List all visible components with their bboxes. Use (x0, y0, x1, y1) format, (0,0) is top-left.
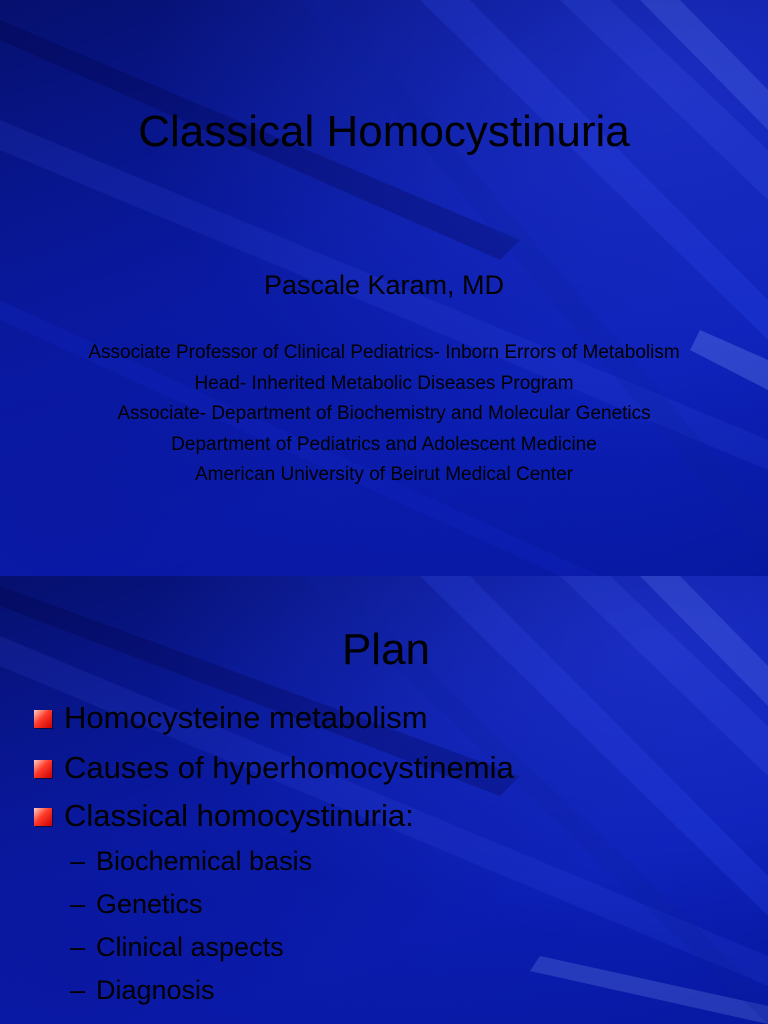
affiliation-line: Department of Pediatrics and Adolescent Medicine (171, 433, 597, 455)
slide-title: Classical Homocystinuria (138, 107, 630, 156)
affiliation-line: Associate- Department of Biochemistry and Molecular Genetics (117, 403, 651, 424)
affiliation-line: American University of Beirut Medical Center (194, 464, 574, 485)
affiliation-line: Associate Professor of Clinical Pediatrics- Inborn Errors of Metabolism (88, 342, 680, 363)
slide-title: Plan (341, 625, 431, 674)
author-name: Pascale Karam, MD (263, 270, 505, 300)
plan-slide (0, 576, 768, 1024)
red-square-bullet-icon (34, 710, 52, 728)
affiliation-line: Head- Inherited Metabolic Diseases Program (194, 372, 574, 394)
plan-slide-content: Plan Homocysteine metabolism Causes of hyperhomocystinemia Classical homocystinuria: – Biochemical basis – Genetics – Clinical aspects – Diagnosis (0, 576, 768, 1024)
affiliation-block (0, 338, 768, 491)
red-square-bullet-icon (34, 760, 52, 778)
red-square-bullet-icon (34, 808, 52, 826)
